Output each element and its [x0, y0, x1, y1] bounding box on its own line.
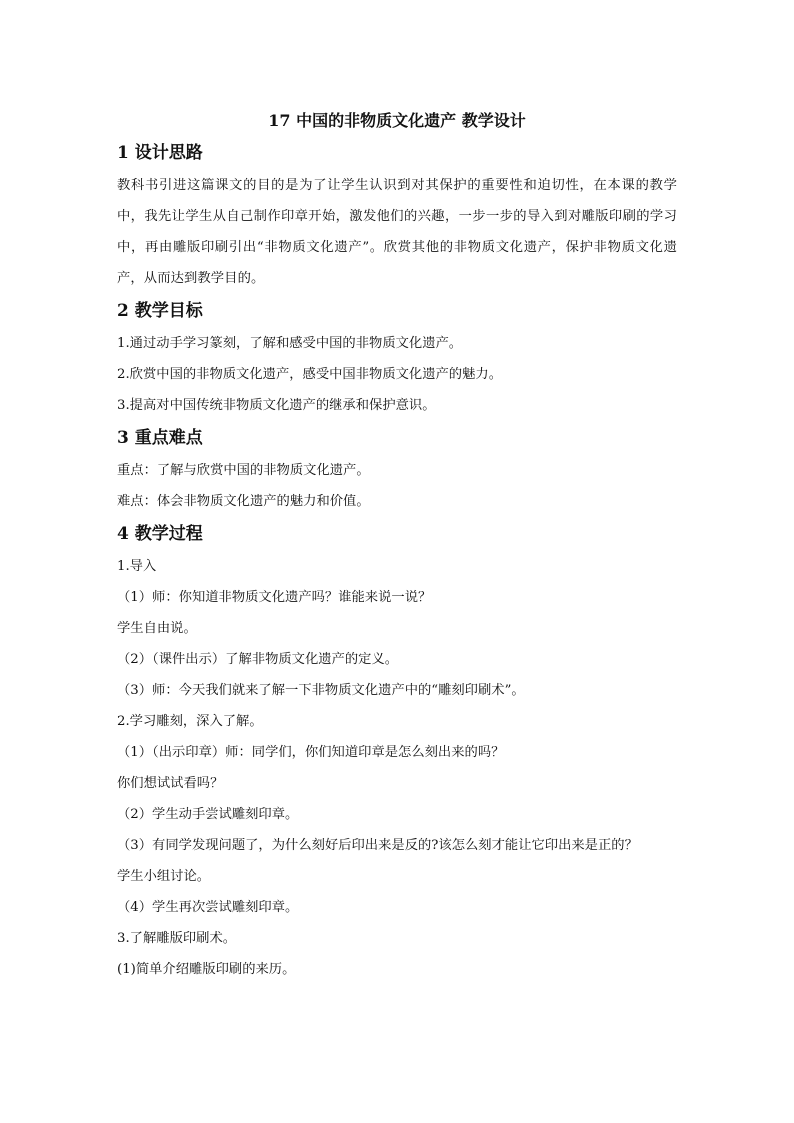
section-heading-keypoints: 3 重点难点	[117, 428, 203, 448]
keypoint-difficulty: 难点：体会非物质文化遗产的魅力和价值。	[117, 494, 370, 509]
document-page	[117, 100, 677, 985]
goal-item-1: 1.通过动手学习篆刻，了解和感受中国的非物质文化遗产。	[117, 336, 463, 351]
process-line: 学生自由说。	[117, 621, 197, 636]
process-line: （2）学生动手尝试雕刻印章。	[117, 807, 299, 822]
process-line: （4）学生再次尝试雕刻印章。	[117, 900, 299, 915]
process-line: （3）师：今天我们就来了解一下非物质文化遗产中的“雕刻印刷术”。	[117, 683, 525, 698]
goal-item-3: 3.提高对中国传统非物质文化遗产的继承和保护意识。	[117, 398, 436, 413]
process-line: 3.了解雕版印刷术。	[117, 931, 237, 946]
goal-item-2: 2.欣赏中国的非物质文化遗产，感受中国非物质文化遗产的魅力。	[117, 367, 502, 382]
process-line: 你们想试试看吗？	[117, 776, 224, 791]
section-heading-process: 4 教学过程	[117, 524, 203, 544]
process-line: （1）（出示印章）师：同学们，你们知道印章是怎么刻出来的吗？	[117, 745, 505, 760]
document-title: 17 中国的非物质文化遗产 教学设计	[268, 111, 526, 130]
process-line: （3）有同学发现问题了，为什么刻好后印出来是反的?该怎么刻才能让它印出来是正的？	[117, 838, 638, 853]
process-line: (1)简单介绍雕版印刷的来历。	[117, 962, 296, 977]
section-heading-design: 1 设计思路	[117, 143, 203, 163]
process-line: （1）师：你知道非物质文化遗产吗？谁能来说一说？	[117, 590, 432, 605]
design-paragraph: 教科书引进这篇课文的目的是为了让学生认识到对其保护的重要性和迫切性，在本课的教学中，我先让学生从自己制作印章开始，激发他们的兴趣，一步一步的导入到对雕版印刷的学习中，再由雕版印刷引出“非物质文化遗产”。欣赏其他的非物质文化遗产，保护非物质文化遗产，从而达到教学目的。	[117, 178, 677, 286]
process-line: 1.导入	[117, 559, 157, 574]
keypoint-focus: 重点：了解与欣赏中国的非物质文化遗产。	[117, 463, 370, 478]
process-line: （2）（课件出示）了解非物质文化遗产的定义。	[117, 652, 399, 667]
section-heading-goals: 2 教学目标	[117, 301, 203, 321]
process-line: 2.学习雕刻，深入了解。	[117, 714, 263, 729]
process-line: 学生小组讨论。	[117, 869, 211, 884]
